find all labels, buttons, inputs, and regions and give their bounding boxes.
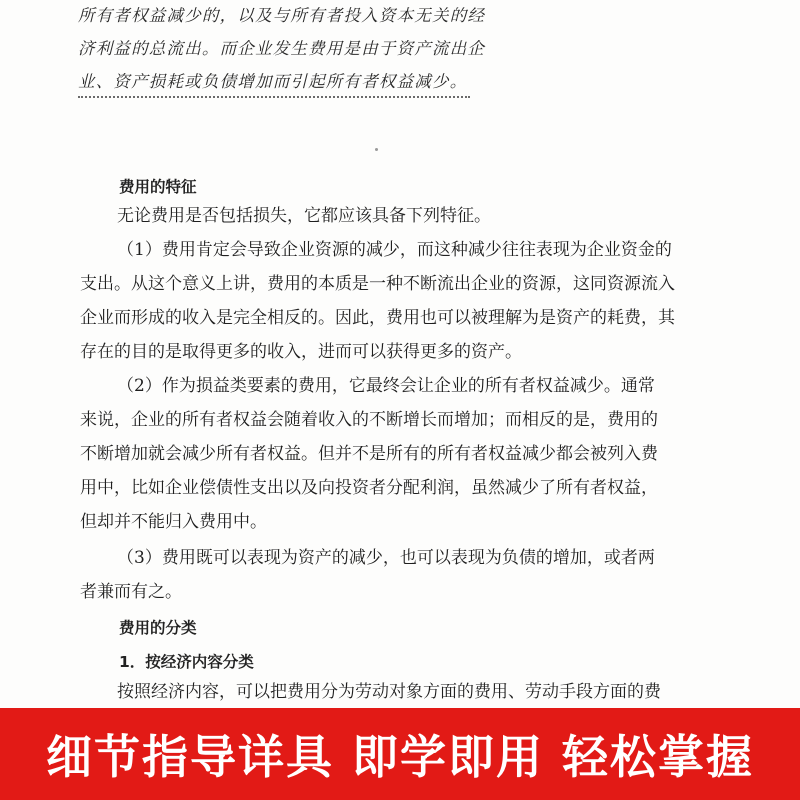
body-line: 企业而形成的收入是完全相反的。因此，费用也可以被理解为是资产的耗费，其 — [80, 308, 675, 328]
promo-banner-text: 细节指导详具 即学即用 轻松掌握 — [45, 730, 755, 784]
body-line: 用中，比如企业偿债性支出以及向投资者分配利润，虽然减少了所有者权益， — [80, 478, 658, 498]
body-line: （1）费用肯定会导致企业资源的减少，而这种减少往往表现为企业资金的 — [117, 240, 672, 260]
section-heading-characteristics: 费用的特征 — [119, 178, 197, 196]
body-line: 无论费用是否包括损失，它都应该具备下列特征。 — [117, 206, 491, 226]
body-line: 按照经济内容，可以把费用分为劳动对象方面的费用、劳动手段方面的费 — [117, 682, 661, 702]
body-line: 不断增加就会减少所有者权益。但并不是所有的所有者权益减少都会被列入费 — [80, 444, 658, 464]
section-heading-classification: 费用的分类 — [119, 619, 197, 637]
body-line: 者兼而有之。 — [80, 582, 182, 602]
body-line: 但却并不能归入费用中。 — [80, 512, 267, 532]
subsection-heading: 1．按经济内容分类 — [119, 653, 254, 671]
promo-banner — [0, 708, 800, 800]
quote-line: 业、资产损耗或负债增加而引起所有者权益减少。 — [78, 72, 468, 91]
quoted-definition-box — [78, 0, 486, 98]
body-line: 支出。从这个意义上讲，费用的本质是一种不断流出企业的资源，这同资源流入 — [80, 274, 675, 294]
body-line: 存在的目的是取得更多的收入，进而可以获得更多的资产。 — [80, 342, 522, 362]
body-line: （2）作为损益类要素的费用，它最终会让企业的所有者权益减少。通常 — [117, 376, 655, 396]
quote-line: 济利益的总流出。而企业发生费用是由于资产流出企 — [78, 39, 486, 58]
print-speck — [375, 148, 378, 151]
body-line: 来说，企业的所有者权益会随着收入的不断增长而增加；而相反的是，费用的 — [80, 410, 658, 430]
quote-line: 所有者权益减少的，以及与所有者投入资本无关的经 — [78, 6, 486, 25]
body-line: （3）费用既可以表现为资产的减少，也可以表现为负债的增加，或者两 — [117, 548, 655, 568]
